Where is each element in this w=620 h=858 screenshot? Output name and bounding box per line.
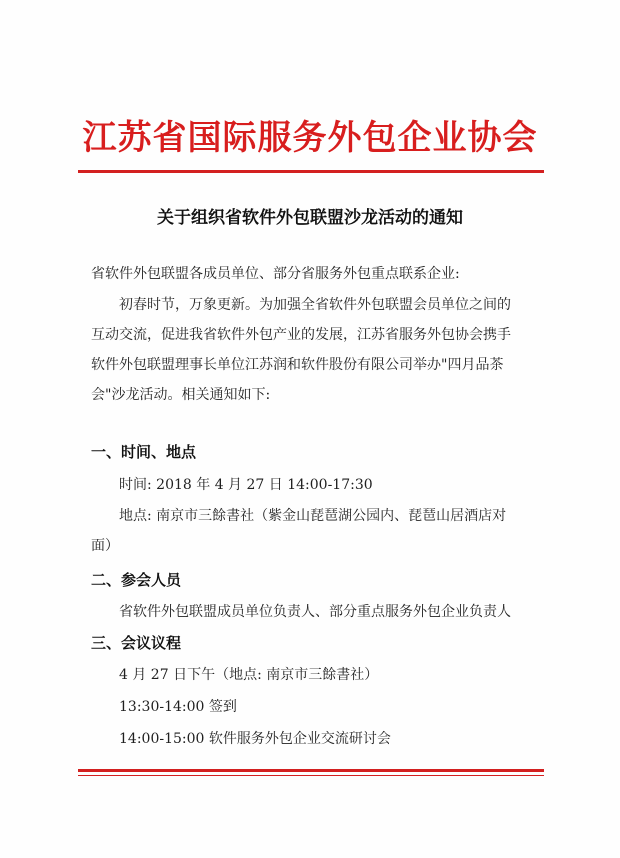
intro-line-3: 软件外包联盟理事长单位江苏润和软件股份有限公司举办"四月品茶	[91, 357, 504, 373]
agenda-item-1: 4 月 27 日下午（地点: 南京市三餘書社）	[119, 667, 379, 683]
intro-line-1: 初春时节，万象更新。为加强全省软件外包联盟会员单位之间的	[119, 297, 511, 313]
addressee-line: 省软件外包联盟各成员单位、部分省服务外包重点联系企业:	[91, 266, 460, 282]
footer-red-rule	[78, 769, 544, 772]
intro-line-2: 互动交流，促进我省软件外包产业的发展，江苏省服务外包协会携手	[91, 327, 511, 343]
agenda-item-3: 14:00-15:00 软件服务外包企业交流研讨会	[119, 731, 391, 747]
agenda-item-2: 13:30-14:00 签到	[119, 699, 237, 715]
place-line-2: 面）	[91, 538, 119, 554]
section-heading-time-place: 一、时间、地点	[91, 443, 197, 461]
time-line: 时间: 2018 年 4 月 27 日 14:00-17:30	[119, 477, 373, 493]
place-line-1: 地点: 南京市三餘書社（紫金山琵琶湖公园内、琵琶山居酒店对	[119, 508, 507, 524]
notice-title: 关于组织省软件外包联盟沙龙活动的通知	[157, 208, 463, 228]
footer-red-rule-thin	[78, 775, 544, 776]
letterhead-org-name: 江苏省国际服务外包企业协会	[82, 118, 538, 158]
intro-line-4: 会"沙龙活动。相关通知如下:	[91, 387, 271, 403]
section-heading-attendees: 二、参会人员	[91, 571, 182, 589]
section-heading-agenda: 三、会议议程	[91, 634, 182, 652]
letterhead-red-rule	[78, 170, 544, 173]
attendees-line: 省软件外包联盟成员单位负责人、部分重点服务外包企业负责人	[119, 604, 511, 620]
